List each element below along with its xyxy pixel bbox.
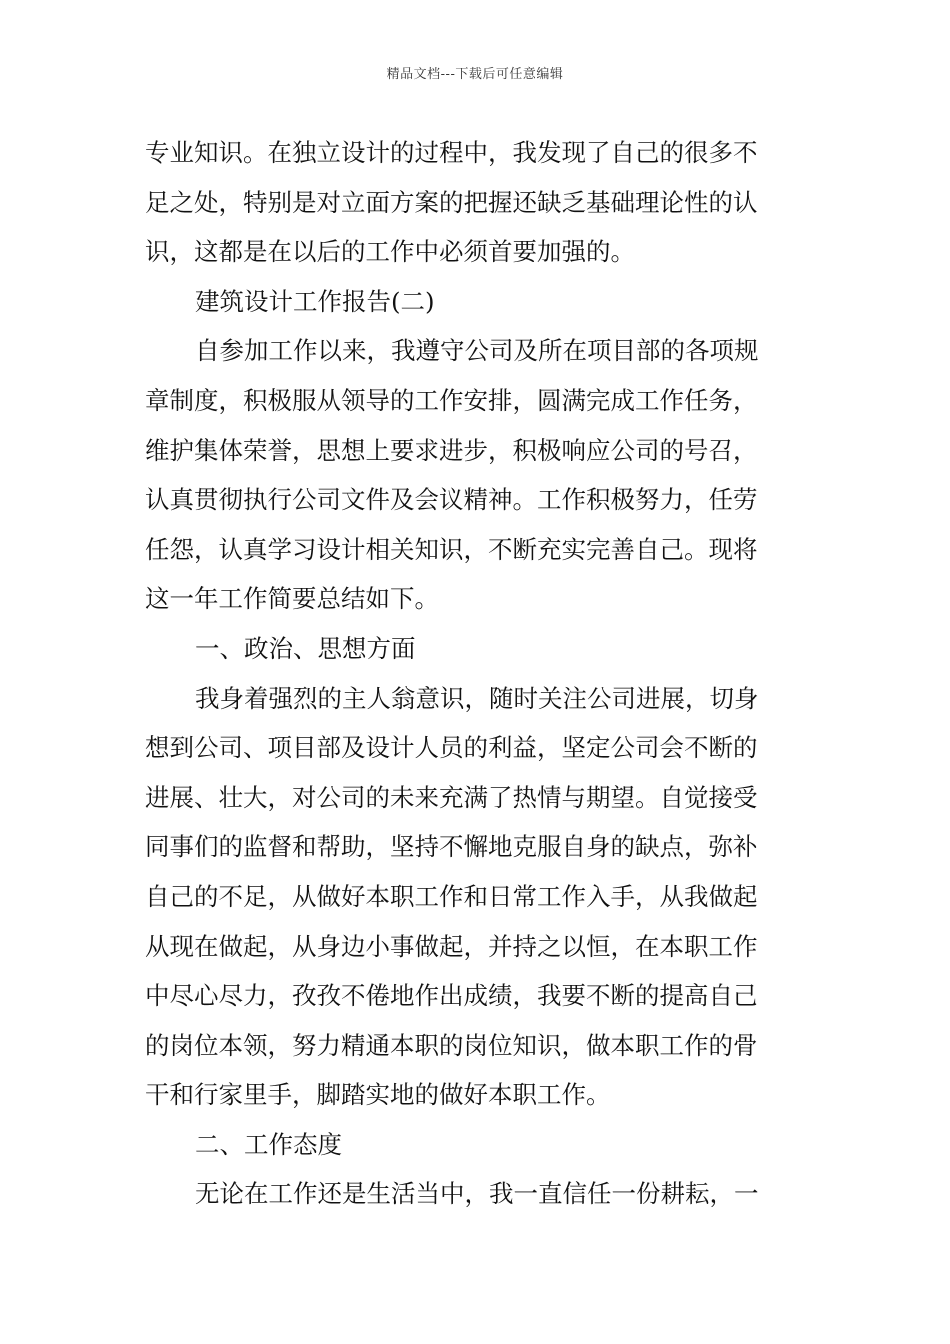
text-line: 的岗位本领，努力精通本职的岗位知识，做本职工作的骨 [145, 1030, 758, 1060]
section-title: 建筑设计工作报告(二) [195, 286, 435, 316]
text-line: 同事们的监督和帮助，坚持不懈地克服自身的缺点，弥补 [145, 832, 758, 862]
page-header: 精品文档---下载后可任意编辑 [386, 67, 564, 82]
section-heading: 一、政治、思想方面 [195, 633, 416, 663]
text-line: 干和行家里手，脚踏实地的做好本职工作。 [145, 1080, 611, 1110]
text-line: 中尽心尽力，孜孜不倦地作出成绩，我要不断的提高自己 [145, 981, 758, 1011]
text-line: 无论在工作还是生活当中，我一直信任一份耕耘，一 [195, 1179, 759, 1209]
section-heading: 二、工作态度 [195, 1129, 342, 1159]
document-body [145, 128, 810, 1219]
text-line: 识，这都是在以后的工作中必须首要加强的。 [145, 237, 635, 267]
text-line: 认真贯彻执行公司文件及会议精神。工作积极努力，任劳 [145, 485, 758, 515]
text-line: 足之处，特别是对立面方案的把握还缺乏基础理论性的认 [145, 187, 758, 217]
text-line: 我身着强烈的主人翁意识，随时关注公司进展，切身 [195, 683, 759, 713]
text-line: 任怨，认真学习设计相关知识，不断充实完善自己。现将 [145, 534, 758, 564]
text-line: 想到公司、项目部及设计人员的利益，坚定公司会不断的 [145, 733, 758, 763]
text-line: 维护集体荣誉，思想上要求进步，积极响应公司的号召， [145, 435, 758, 465]
text-line: 自参加工作以来，我遵守公司及所在项目部的各项规 [195, 336, 759, 366]
text-line: 从现在做起，从身边小事做起，并持之以恒，在本职工作 [145, 931, 758, 961]
text-line: 章制度，积极服从领导的工作安排，圆满完成工作任务， [145, 385, 758, 415]
text-line: 这一年工作简要总结如下。 [145, 584, 439, 614]
text-line: 进展、壮大，对公司的未来充满了热情与期望。自觉接受 [145, 782, 758, 812]
text-line: 自己的不足，从做好本职工作和日常工作入手，从我做起 [145, 881, 758, 911]
text-line: 专业知识。在独立设计的过程中，我发现了自己的很多不 [145, 138, 758, 167]
